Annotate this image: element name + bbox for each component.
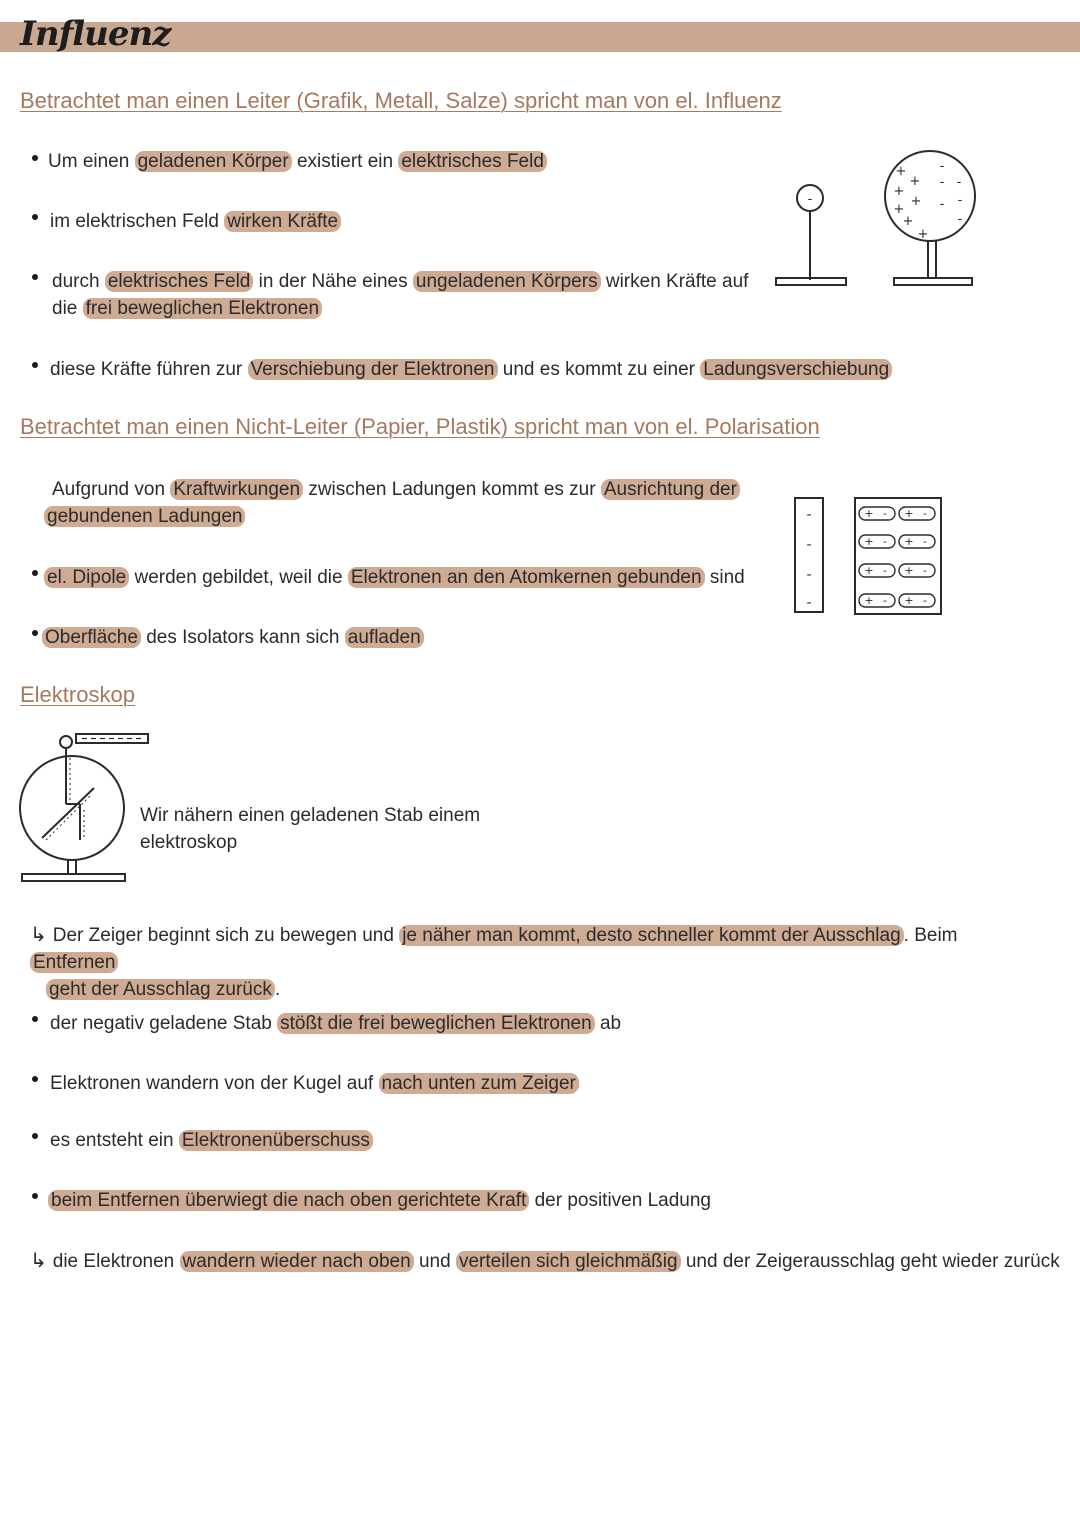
highlight: Oberfläche (42, 627, 141, 648)
text: ab (594, 1013, 622, 1034)
minus-sign: - (883, 594, 887, 607)
minus-sign: - (923, 564, 927, 577)
bullet-text (50, 208, 341, 235)
minus-sign: - (957, 193, 963, 208)
text: und der Zeigerausschlag geht wieder zurück (680, 1251, 1060, 1272)
minus-sign: - (939, 175, 945, 190)
plus-sign: + (910, 194, 922, 209)
text: und es kommt zu einer (497, 359, 701, 380)
plus-sign: + (902, 214, 914, 229)
page-title: Influenz (20, 14, 171, 54)
bullet-dot (32, 155, 38, 161)
bullet-text (50, 1070, 579, 1097)
text: werden gebildet, weil die (129, 567, 348, 588)
minus-sign: - (806, 595, 812, 611)
paragraph-text (47, 476, 752, 530)
plus-sign: + (904, 594, 914, 607)
text: sind (704, 567, 745, 588)
text: und (413, 1251, 456, 1272)
bullet-dot (32, 362, 38, 368)
minus-sign: - (883, 507, 887, 520)
highlight: je näher man kommt, desto schneller kommt der Ausschlag (399, 925, 903, 946)
bullet-dot (32, 1076, 38, 1082)
highlight: gebundenen Ladungen (44, 506, 245, 527)
arrow-text (30, 1247, 1070, 1275)
text: . Beim (903, 925, 958, 946)
bullet-text (50, 356, 892, 383)
plus-sign: + (864, 594, 874, 607)
highlight: Elektronenüberschuss (179, 1130, 373, 1151)
bullet-text (44, 564, 745, 591)
minus-sign: - (956, 175, 962, 190)
bullet-text (50, 1010, 621, 1037)
section-heading-leiter: Betrachtet man einen Leiter (Grafik, Metall, Salze) spricht man von el. Influenz (20, 88, 782, 113)
plus-sign: + (904, 535, 914, 548)
large-stand-base (894, 278, 972, 285)
highlight: el. Dipole (44, 567, 129, 588)
text: elektroskop (140, 832, 238, 853)
text: durch (52, 271, 105, 292)
minus-sign: - (923, 594, 927, 607)
highlight: beim Entfernen überwiegt die nach oben gerichtete Kraft (48, 1190, 529, 1211)
electroscope-caption (140, 802, 480, 856)
highlight: frei beweglichen Elektronen (83, 298, 322, 319)
text: der positiven Ladung (529, 1190, 711, 1211)
minus-sign: - (806, 507, 812, 523)
highlight: ungeladenen Körpers (413, 271, 601, 292)
arrow-icon: ↳ (30, 922, 47, 946)
highlight: Ladungsverschiebung (700, 359, 892, 380)
bullet-text (42, 624, 424, 651)
highlight: Kraftwirkungen (170, 479, 303, 500)
electroscope-pointer (42, 788, 94, 838)
electroscope-base (22, 874, 125, 881)
highlight: aufladen (345, 627, 424, 648)
highlight: stößt die frei beweglichen Elektronen (277, 1013, 595, 1034)
bullet-dot (32, 274, 38, 280)
highlight: Ausrichtung der (601, 479, 740, 500)
bullet-text (48, 1187, 711, 1214)
text: Um einen (48, 151, 135, 172)
plus-sign: + (893, 202, 905, 217)
plus-sign: + (864, 535, 874, 548)
text: . (274, 979, 281, 1000)
plus-sign: + (895, 164, 907, 179)
text: zwischen Ladungen kommt es zur (303, 479, 601, 500)
minus-sign: - (923, 507, 927, 520)
plus-sign: + (917, 227, 929, 242)
electroscope-knob (60, 736, 72, 748)
text: diese Kräfte führen zur (50, 359, 248, 380)
section-heading-nichtleiter: Betrachtet man einen Nicht-Leiter (Papier, Plastik) spricht man von el. Polarisation (20, 414, 820, 439)
bullet-text (52, 268, 752, 322)
influence-figure (770, 148, 980, 293)
minus-sign: - (806, 537, 812, 553)
text: Wir nähern einen geladenen Stab einem (140, 805, 481, 826)
text: existiert ein (291, 151, 399, 172)
plus-sign: + (864, 564, 874, 577)
highlight: nach unten zum Zeiger (379, 1073, 579, 1094)
minus-sign: - (923, 535, 927, 548)
bullet-text (48, 148, 547, 175)
highlight: geladenen Körper (135, 151, 292, 172)
highlight: wirken Kräfte (224, 211, 341, 232)
bullet-text (50, 1127, 373, 1154)
text: der negativ geladene Stab (50, 1013, 278, 1034)
text: es entsteht ein (50, 1130, 179, 1151)
charge-marks (46, 796, 90, 840)
text: Der Zeiger beginnt sich zu bewegen und (52, 925, 400, 946)
text: wirken Kräfte auf (600, 271, 749, 292)
bullet-dot (32, 630, 38, 636)
minus-sign: - (807, 192, 813, 207)
text: die (52, 298, 83, 319)
electroscope-figure (18, 730, 153, 885)
minus-sign: - (939, 197, 945, 212)
plus-sign: + (904, 507, 914, 520)
bullet-dot (32, 214, 38, 220)
text: in der Nähe eines (253, 271, 413, 292)
plus-sign: + (904, 564, 914, 577)
text: des Isolators kann sich (140, 627, 345, 648)
highlight: geht der Ausschlag zurück (46, 979, 275, 1000)
polarization-figure (792, 495, 944, 617)
highlight: verteilen sich gleichmäßig (456, 1251, 681, 1272)
bullet-dot (32, 1016, 38, 1022)
highlight: Entfernen (30, 952, 118, 973)
minus-sign: - (806, 567, 812, 583)
highlight: Elektronen an den Atomkernen gebunden (348, 567, 705, 588)
highlight: elektrisches Feld (105, 271, 254, 292)
plus-sign: + (893, 184, 905, 199)
highlight: Verschiebung der Elektronen (248, 359, 498, 380)
text: Aufgrund von (52, 479, 171, 500)
bullet-dot (32, 570, 38, 576)
minus-sign: - (939, 159, 945, 174)
plus-sign: + (864, 507, 874, 520)
bullet-dot (32, 1133, 38, 1139)
plus-sign: + (909, 174, 921, 189)
text: die Elektronen (52, 1251, 180, 1272)
arrow-icon: ↳ (30, 1248, 47, 1272)
highlight: elektrisches Feld (398, 151, 547, 172)
arrow-text (30, 921, 1040, 1003)
text: Elektronen wandern von der Kugel auf (50, 1073, 379, 1094)
minus-sign: - (957, 212, 963, 227)
bullet-dot (32, 1193, 38, 1199)
section-heading-elektroskop: Elektroskop (20, 682, 135, 707)
text: im elektrischen Feld (50, 211, 225, 232)
minus-sign: - (883, 564, 887, 577)
minus-sign: - (883, 535, 887, 548)
highlight: wandern wieder nach oben (180, 1251, 414, 1272)
